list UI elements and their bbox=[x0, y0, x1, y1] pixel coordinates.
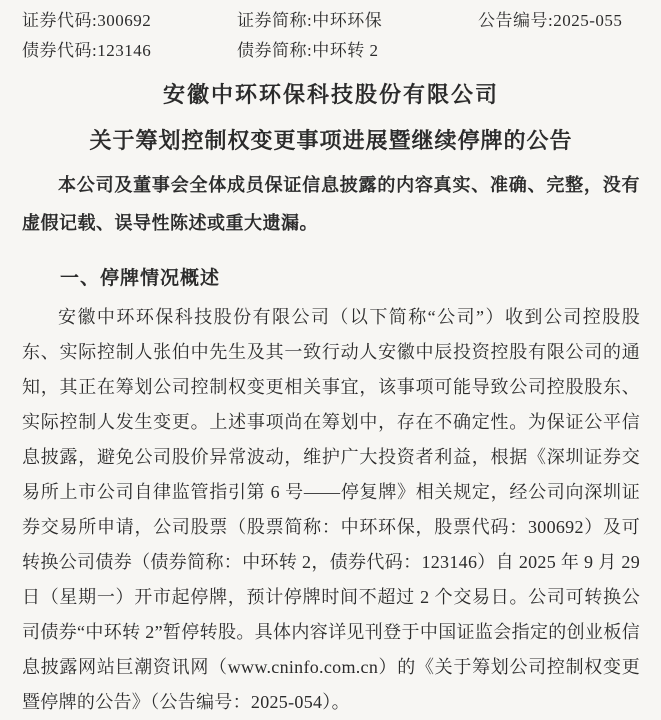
section-heading-suspension-overview: 一、停牌情况概述 bbox=[60, 268, 221, 289]
stock-short-name: 证券简称:中环环保 bbox=[237, 11, 383, 30]
bond-short-name: 债券简称:中环转 2 bbox=[237, 41, 379, 60]
announcement-title: 关于筹划控制权变更事项进展暨继续停牌的公告 bbox=[89, 128, 573, 153]
suspension-overview-paragraph: 安徽中环环保科技股份有限公司（以下简称“公司”）收到公司控股股东、实际控制人张伯中先生及其一致行动人安徽中辰投资控股有限公司的通知，其正在筹划公司控制权变更相关事宜，该事项可能导致公司控股股东、实际控制人发生变更。上述事项尚在筹划中，存在不确定性。为保证公平信息披露，避免公司股价异常波动，维护广大投资者利益，根据《深圳证券交易所上市公司自律监管指引第 6 号——停复牌》相关规定，经公司向深圳证券交易所申请，公司股票（股票简称：中环环保，股票代码：300692）及可转换公司债券（债券简称：中环转 2，债券代码：123146）自 2025 年 9 月 29 日（星期一）开市起停牌，预计停牌时间不超过 2 个交易日。公司可转换公司债券“中环转 2”暂停转股。具体内容详见刊登于中国证监会指定的创业板信息披露网站巨潮资讯网（www.cninfo.com.cn）的《关于筹划公司控制权变更暨停牌的公告》（公告编号：2025-054）。 bbox=[22, 307, 640, 712]
announcement-number: 公告编号:2025-055 bbox=[478, 11, 623, 30]
stock-code: 证券代码:300692 bbox=[22, 11, 152, 30]
disclosure-statement: 本公司及董事会全体成员保证信息披露的内容真实、准确、完整，没有虚假记载、误导性陈述或重大遗漏。 bbox=[22, 175, 640, 233]
company-name-title: 安徽中环环保科技股份有限公司 bbox=[162, 82, 499, 107]
securities-header-row-1 bbox=[22, 8, 640, 34]
header-spacer bbox=[478, 38, 640, 64]
bond-code: 债券代码:123146 bbox=[22, 41, 152, 60]
securities-header-row-2 bbox=[22, 38, 640, 64]
